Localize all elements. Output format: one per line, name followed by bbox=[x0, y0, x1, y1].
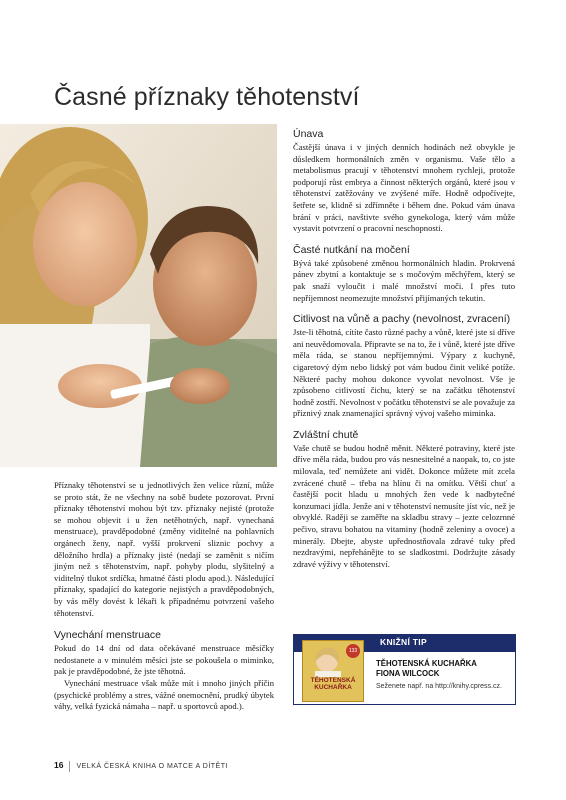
book-tip-text bbox=[376, 659, 512, 692]
intro-paragraph: Příznaky těhotenství se u jednotlivých žen velice různí, může se proto stát, že ne všechny na sobě budete pozorovat. První příznaky těhotenství mohou být tzv. příznaky nejisté (protože se mohou objevit i u žen netěhotných, např. vynechaná menstruace), pravděpodobné (změny viditelné na pohlavních orgánech ženy, např. vyšší prokrvení sliznic pochvy a děložního hrdla) a příznaky jisté (nedají se zaměnit s ničím jiným než s těhotenstvím, např. pohyby plodu, slyšitelný a viditelný tlukot srdíčka, hmatné části plodu apod.). Následující příznaky, spadající do kategorie nejistých a pravděpodobných, by vás měly dovést k lékaři k případnému potvrzení vašeho těhotenství. bbox=[54, 480, 274, 618]
footer-divider bbox=[69, 761, 70, 772]
right-column bbox=[293, 128, 515, 579]
left-column bbox=[54, 480, 274, 713]
heading-chute: Zvláštní chutě bbox=[293, 428, 359, 441]
running-title: VELKÁ ČESKÁ KNIHA O MATCE A DÍTĚTI bbox=[76, 763, 228, 770]
unava-paragraph: Častější únava i v jiných denních hodinách než obvykle je důsledkem hormonálních změn v organismu. Vaše tělo a metabolismus pracují v těhotenství mnohem rychleji, protože podporují růst embrya a činnost některých orgánů, které jsou v těhotenství zatěžovány ve zvýšené míře. Hodně odpočívejte, šetřete se, klidně si zdřímněte i během dne. Pokud vám únava brání v práci, navštivte svého gynekologa, který vám může vystavit potvrzení o pracovní neschopnosti. bbox=[293, 142, 515, 234]
heading-mocen: Časté nutkání na močení bbox=[293, 243, 410, 256]
citlivost-paragraph: Jste-li těhotná, cítíte často různé pachy a vůně, které jste si dříve ani neuvědomovala. Připravte se na to, že i vůně, které jste dříve měla ráda, se stanou nepříjemnými. Výpary z kuchyně, cigaretový dým nebo lidský pot vám budou činit veliké potíže. Některé pachy mohou dokonce vyvolat nevolnost. Vše je způsobeno citlivostí čichu, který se na začátku těhotenství hodně zostří. Nevolnost v počátku těhotenství se ale považuje za příznivý znak znamenající správný vývoj vašeho miminka. bbox=[293, 327, 515, 419]
section-chute bbox=[293, 429, 515, 571]
couple-photo bbox=[0, 124, 277, 467]
mocen-paragraph: Bývá také způsobené změnou hormonálních hladin. Prokrvená pánev zbytní a kontaktuje se s močovým měchýřem, který se pak snaží vyloučit i malé množství moči. I přes tuto nepříjemnost neomezujte množství přijímaných tekutin. bbox=[293, 257, 515, 303]
heading-menstruace: Vynechání menstruace bbox=[54, 629, 162, 642]
book-cover-title: TĚHOTENSKÁ KUCHAŘKA bbox=[310, 677, 356, 691]
book-cover-image bbox=[302, 640, 364, 702]
book-author: FIONA WILCOCK bbox=[376, 669, 440, 678]
page-footer bbox=[54, 760, 228, 772]
chute-paragraph: Vaše chutě se budou hodně měnit. Některé potraviny, které jste dříve měla ráda, budou pro vás nesnesitelné a naopak, to, co jste milovala, teď nemůžete ani vidět. Dokonce můžete mít zcela zvrácené chutě – třeba na hlínu či na omítku. Větší chuť a častější pocit hladu u mnohých žen vede k nadbytečné konzumaci jídla. Jenže ani v těhotenství nemusíte jíst víc, než je obvyklé. Raději se zaměřte na skladbu stravy – jezte celozrnné pečivo, stravu bohatou na vitaminy (hodně zeleniny a ovoce) a minerály. Dbejte, abyste upřednostňovala zdravé tuky před nezdravými, nepřehánějte to se sladkostmi. Dodržujte zásady zdravé výživy v těhotenství. bbox=[293, 442, 515, 569]
heading-citlivost: Citlivost na vůně a pachy (nevolnost, zvracení) bbox=[293, 313, 511, 326]
page-number: 16 bbox=[54, 760, 64, 770]
menstruace-paragraph-1: Pokud do 14 dní od data očekávané menstruace měsíčky nedostanete a v minulém měsíci jste se pokoušela o miminko, pak je pravděpodobné, že jste těhotná. bbox=[54, 643, 274, 677]
book-badge: 133 bbox=[346, 644, 360, 658]
book-availability-note: Seženete např. na http://knihy.cpress.cz. bbox=[376, 683, 502, 690]
book-tip-label: KNIŽNÍ TIP bbox=[380, 637, 427, 647]
section-mocen bbox=[293, 244, 515, 304]
menstruace-paragraph-2: Vynechání mestruace však může mít i mnoho jiných příčin (psychické problémy a stres, vážné onemocnění, prudký úbytek váhy, velká fyzická námaha – např. u sportovců apod.). bbox=[54, 677, 274, 712]
book-tip-box bbox=[293, 634, 516, 705]
section-citlivost bbox=[293, 313, 515, 420]
book-title: TĚHOTENSKÁ KUCHAŘKA bbox=[376, 659, 477, 668]
page-title: Časné příznaky těhotenství bbox=[54, 82, 360, 111]
heading-unava: Únava bbox=[293, 128, 324, 140]
section-unava bbox=[293, 128, 515, 235]
